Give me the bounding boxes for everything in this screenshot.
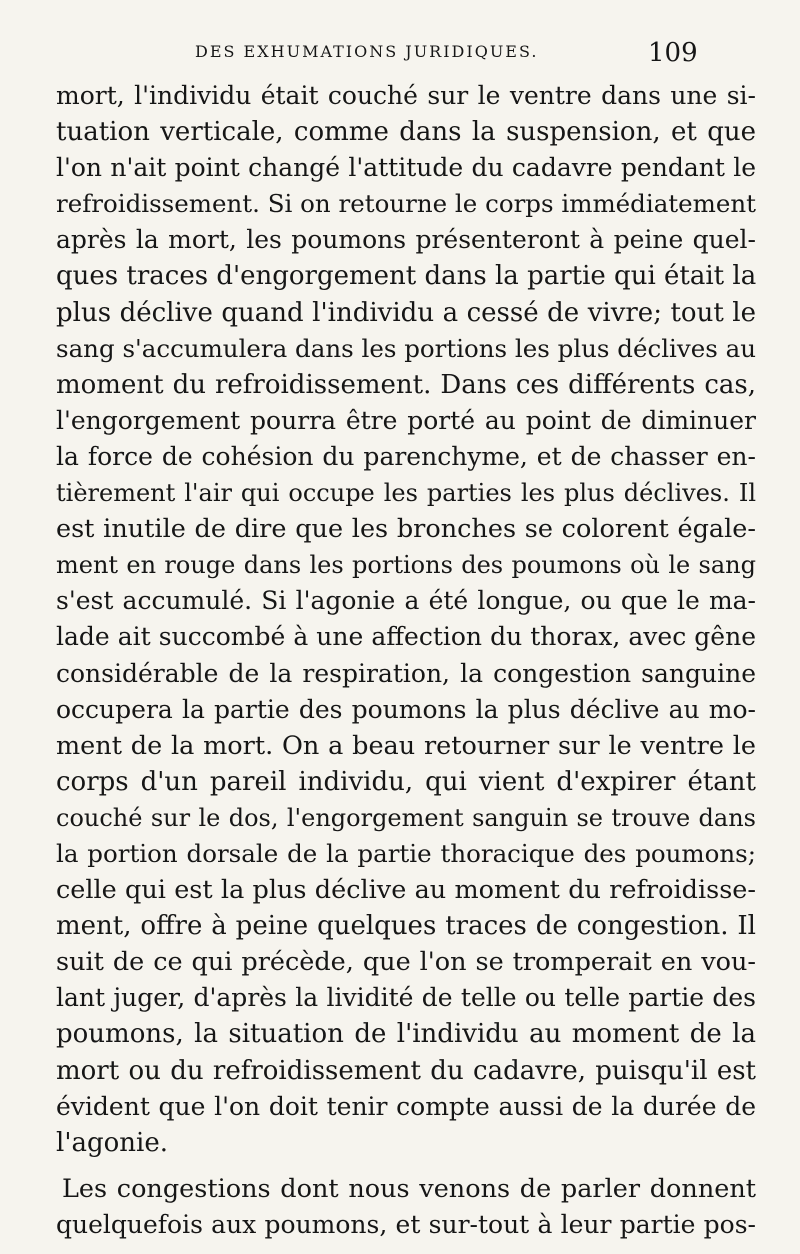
text-line: poumons, la situation de l'individu au moment de la xyxy=(56,1019,756,1050)
page-header xyxy=(0,38,800,72)
text-line: l'engorgement pourra être porté au point de diminuer xyxy=(56,405,756,435)
paragraph-gap xyxy=(56,1161,756,1171)
text-line: considérable de la respiration, la congestion sanguine xyxy=(56,658,756,688)
text-line: tuation verticale, comme dans la suspension, et que xyxy=(56,117,756,148)
text-line: lade ait succombé à une affection du thorax, avec gêne xyxy=(56,622,756,652)
text-line: occupera la partie des poumons la plus déclive au mo- xyxy=(56,694,756,724)
text-line: évident que l'on doit tenir compte aussi de la durée de xyxy=(56,1091,756,1121)
text-line: refroidissement. Si on retourne le corps immédiatement xyxy=(56,189,756,219)
body-text xyxy=(56,78,756,1243)
text-line: corps d'un pareil individu, qui vient d'expirer étant xyxy=(56,766,756,797)
text-line: Les congestions dont nous venons de parler donnent xyxy=(62,1173,756,1204)
text-line: s'est accumulé. Si l'agonie a été longue, ou que le ma- xyxy=(56,586,756,616)
text-line: ment, offre à peine quelques traces de congestion. Il xyxy=(56,911,756,942)
paragraph-2 xyxy=(56,1171,756,1243)
text-line: celle qui est la plus déclive au moment du refroidisse- xyxy=(56,875,756,906)
text-line: plus déclive quand l'individu a cessé de vivre; tout le xyxy=(56,297,756,328)
text-line: tièrement l'air qui occupe les parties les plus déclives. Il xyxy=(56,479,756,508)
paragraph-1 xyxy=(56,78,756,1161)
text-line: mort ou du refroidissement du cadavre, puisqu'il est xyxy=(56,1055,756,1086)
text-line: ques traces d'engorgement dans la partie qui était la xyxy=(56,261,757,292)
text-line: couché sur le dos, l'engorgement sanguin se trouve dans xyxy=(56,803,756,832)
running-head: DES EXHUMATIONS JURIDIQUES. xyxy=(195,42,539,61)
text-line: la portion dorsale de la partie thoracique des poumons; xyxy=(56,838,756,868)
text-line: l'on n'ait point changé l'attitude du cadavre pendant le xyxy=(56,153,756,183)
text-line: lant juger, d'après la lividité de telle ou telle partie des xyxy=(56,983,756,1013)
text-line: sang s'accumulera dans les portions les plus déclives au xyxy=(56,333,756,363)
text-line: suit de ce qui précède, que l'on se tromperait en vou- xyxy=(56,947,756,978)
text-line: la force de cohésion du parenchyme, et de chasser en- xyxy=(56,441,756,471)
text-line: après la mort, les poumons présenteront à peine quel- xyxy=(56,225,756,255)
text-line: l'agonie. xyxy=(56,1127,168,1158)
text-line: mort, l'individu était couché sur le ventre dans une si- xyxy=(56,81,756,110)
text-line: quelquefois aux poumons, et sur-tout à leur partie pos- xyxy=(56,1209,756,1239)
text-line: moment du refroidissement. Dans ces différents cas, xyxy=(56,369,756,400)
text-line: est inutile de dire que les bronches se colorent égale- xyxy=(56,514,756,545)
text-line: ment de la mort. On a beau retourner sur le ventre le xyxy=(56,730,756,761)
text-line: ment en rouge dans les portions des poumons où le sang xyxy=(56,551,756,580)
page-number: 109 xyxy=(648,38,698,68)
